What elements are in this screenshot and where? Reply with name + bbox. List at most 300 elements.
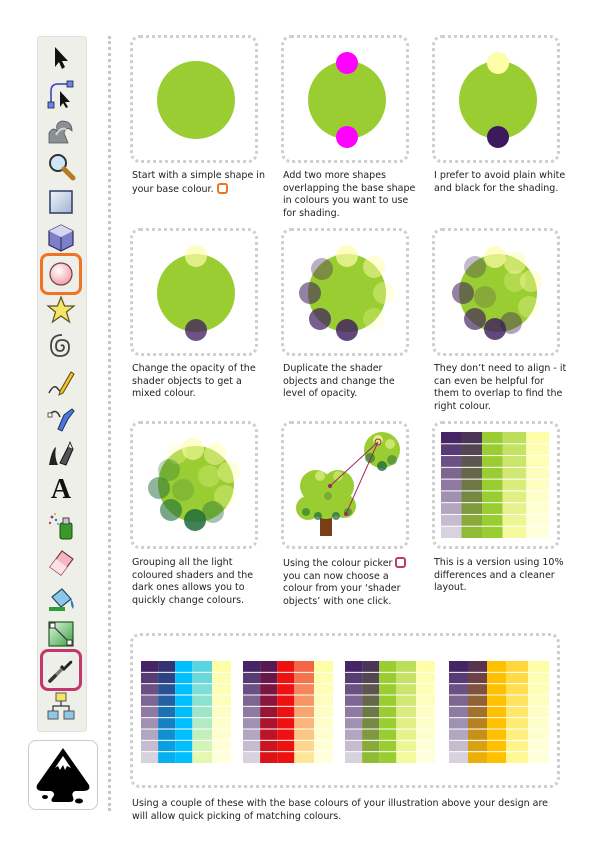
palette-0-swatch — [441, 479, 462, 491]
palette-2-swatch — [294, 740, 314, 751]
palette-4-swatch — [468, 729, 487, 740]
palette-4-swatch — [468, 684, 487, 695]
palette-4-swatch — [468, 718, 487, 729]
palette-2-swatch — [314, 729, 333, 740]
palette-1-swatch — [158, 684, 175, 695]
palette-4-swatch — [487, 695, 506, 706]
palette-0-swatch — [462, 526, 483, 538]
palette-4-swatch — [449, 684, 468, 695]
palette-0-swatch — [503, 503, 527, 515]
palette-1-swatch — [192, 695, 212, 706]
tweak-tool-icon[interactable] — [44, 113, 78, 147]
palette-1-swatch — [212, 740, 231, 751]
palette-1-swatch — [175, 706, 192, 717]
palette-3-row-divider — [345, 695, 435, 696]
palette-4-swatch — [506, 706, 528, 717]
palette-1-swatch — [158, 729, 175, 740]
step-card-3 — [432, 35, 560, 163]
palette-2-swatch — [294, 718, 314, 729]
palette-1-row-divider — [141, 729, 231, 730]
palette-2-swatch — [243, 729, 260, 740]
palette-4-swatch — [506, 718, 528, 729]
palette-3-swatch — [379, 684, 396, 695]
palette-2-swatch — [294, 661, 314, 672]
palette-0-swatch — [441, 514, 462, 526]
palette-4-swatch — [487, 661, 506, 672]
palette-0-swatch — [482, 526, 503, 538]
palette-2-swatch — [243, 661, 260, 672]
palette-2-swatch — [314, 718, 333, 729]
palette-2-swatch — [314, 740, 333, 751]
palette-4-swatch — [487, 729, 506, 740]
palette-4-row-divider — [449, 740, 549, 741]
palette-1-swatch — [158, 752, 175, 763]
palette-1-swatch — [141, 718, 158, 729]
palette-3-swatch — [345, 695, 362, 706]
palette-3-row-divider — [345, 706, 435, 707]
step-card-9 — [432, 421, 560, 549]
connector-tool-icon[interactable] — [44, 689, 78, 723]
palette-1-swatch — [175, 718, 192, 729]
step-caption-6: They don’t need to align - it can even be helpful for them to overlap to find the right colour. — [434, 363, 567, 412]
palette-3-swatch — [396, 729, 416, 740]
palette-1-swatch — [192, 729, 212, 740]
palette-2-swatch — [277, 740, 294, 751]
pencil-tool-icon[interactable] — [44, 365, 78, 399]
palette-0-swatch — [503, 491, 527, 503]
palette-4-row-divider — [449, 706, 549, 707]
palette-1-swatch — [192, 684, 212, 695]
palette-0-swatch — [526, 503, 549, 515]
palette-2-swatch — [243, 684, 260, 695]
palette-1-swatch — [141, 729, 158, 740]
footer-text: Using a couple of these with the base colours of your illustration above your design are will allow quick picking of matching colours. — [132, 798, 549, 822]
palette-0-swatch — [526, 491, 549, 503]
dropper-tool-marker — [395, 557, 406, 568]
palette-1-swatch — [175, 729, 192, 740]
palette-4-swatch — [506, 752, 528, 763]
palette-2-swatch — [243, 706, 260, 717]
palette-0-swatch — [482, 503, 503, 515]
palette-1-swatch — [175, 752, 192, 763]
palette-3-swatch — [362, 684, 379, 695]
3d-box-tool-icon[interactable] — [44, 221, 78, 255]
palette-3-swatch — [362, 695, 379, 706]
palette-4-swatch — [528, 695, 549, 706]
spiral-tool-icon[interactable] — [44, 329, 78, 363]
palette-0-swatch — [462, 467, 483, 479]
palette-0-swatch — [503, 526, 527, 538]
palette-3-row-divider — [345, 683, 435, 684]
ellipse-tool-marker — [217, 183, 228, 194]
palette-4-swatch — [506, 661, 528, 672]
palette-2-swatch — [314, 752, 333, 763]
palette-1-swatch — [141, 684, 158, 695]
palette-2-swatch — [314, 661, 333, 672]
palette-1-swatch — [192, 672, 212, 683]
palette-1-row-divider — [141, 717, 231, 718]
palette-4-swatch — [487, 672, 506, 683]
palette-4-swatch — [468, 752, 487, 763]
palette-3-swatch — [416, 695, 435, 706]
dropper-tool-highlight — [40, 649, 82, 691]
palette-1-row-divider — [141, 695, 231, 696]
palette-3-swatch — [362, 729, 379, 740]
palette-1-swatch — [175, 695, 192, 706]
selector-tool-icon[interactable] — [44, 41, 78, 75]
palette-2-swatch — [277, 752, 294, 763]
palette-4-swatch — [468, 740, 487, 751]
palette-0-swatch — [441, 444, 462, 456]
palette-1-swatch — [212, 672, 231, 683]
palette-4-swatch — [468, 695, 487, 706]
palette-2-swatch — [294, 695, 314, 706]
palette-3-swatch — [362, 718, 379, 729]
palette-0-swatch — [526, 456, 549, 468]
palette-0-swatch — [526, 514, 549, 526]
palette-0-swatch — [526, 467, 549, 479]
palette-1-row-divider — [141, 706, 231, 707]
paint-bucket-tool-icon[interactable] — [44, 581, 78, 615]
palette-2-swatch — [277, 684, 294, 695]
palette-3-swatch — [345, 740, 362, 751]
palette-0-swatch — [441, 456, 462, 468]
palette-4-swatch — [487, 752, 506, 763]
palette-1-swatch — [192, 752, 212, 763]
palette-2-swatch — [294, 672, 314, 683]
step-card-2 — [281, 35, 409, 163]
palette-2-swatch — [243, 752, 260, 763]
palette-4-swatch — [449, 729, 468, 740]
palette-3-swatch — [345, 684, 362, 695]
step-caption-7: Grouping all the light coloured shaders and the dark ones allows you to quickly change colours. — [132, 557, 254, 606]
palette-3-swatch — [379, 752, 396, 763]
palette-2-swatch — [260, 684, 277, 695]
palette-3-swatch — [396, 706, 416, 717]
palette-2-swatch — [294, 729, 314, 740]
palette-3-swatch — [345, 706, 362, 717]
palette-card — [130, 633, 560, 788]
palette-1-swatch — [158, 661, 175, 672]
palette-0-swatch — [482, 491, 503, 503]
palette-0-row-divider — [441, 526, 549, 527]
palette-4-swatch — [468, 706, 487, 717]
palette-0-swatch — [441, 432, 462, 444]
palette-4-swatch — [487, 684, 506, 695]
node-tool-icon[interactable] — [44, 77, 78, 111]
palette-0-swatch — [482, 444, 503, 456]
palette-0-swatch — [462, 456, 483, 468]
palette-3-row-divider — [345, 672, 435, 673]
palette-4-swatch — [487, 718, 506, 729]
palette-3-swatch — [396, 672, 416, 683]
palette-4-row-divider — [449, 729, 549, 730]
palette-0-swatch — [482, 432, 503, 444]
palette-2-swatch — [260, 729, 277, 740]
palette-1-swatch — [175, 740, 192, 751]
palette-2-swatch — [294, 752, 314, 763]
palette-0-swatch — [441, 491, 462, 503]
palette-4-swatch — [449, 672, 468, 683]
palette-2-swatch — [294, 684, 314, 695]
palette-0-swatch — [441, 503, 462, 515]
palette-2-swatch — [243, 740, 260, 751]
step-caption-9: This is a version using 10% differences and a cleaner layout. — [434, 557, 564, 593]
palette-3-swatch — [379, 718, 396, 729]
palette-1-swatch — [212, 684, 231, 695]
separator — [108, 36, 111, 811]
palette-3-swatch — [379, 672, 396, 683]
palette-1-swatch — [212, 729, 231, 740]
palette-0-row-divider — [441, 502, 549, 503]
palette-3-swatch — [396, 661, 416, 672]
palette-1-swatch — [192, 706, 212, 717]
palette-0-row-divider — [441, 479, 549, 480]
palette-3-swatch — [362, 740, 379, 751]
palette-0-swatch — [526, 526, 549, 538]
palette-3-swatch — [362, 752, 379, 763]
palette-0-swatch — [441, 526, 462, 538]
palette-0-swatch — [462, 491, 483, 503]
palette-0-swatch — [503, 432, 527, 444]
step-caption-4: Change the opacity of the shader objects to get a mixed colour. — [132, 363, 256, 399]
palette-1-swatch — [212, 661, 231, 672]
palette-2-swatch — [277, 661, 294, 672]
palette-0-swatch — [441, 467, 462, 479]
palette-0-row-divider — [441, 467, 549, 468]
palette-1-row-divider — [141, 672, 231, 673]
palette-3-swatch — [345, 672, 362, 683]
palette-3-swatch — [379, 740, 396, 751]
palette-1-row-divider — [141, 683, 231, 684]
palette-2-swatch — [277, 718, 294, 729]
palette-3-swatch — [416, 740, 435, 751]
step-caption-5: Duplicate the shader objects and change the level of opacity. — [283, 363, 395, 399]
palette-1-swatch — [158, 672, 175, 683]
palette-2-swatch — [260, 695, 277, 706]
palette-3-swatch — [379, 729, 396, 740]
palette-1-swatch — [212, 706, 231, 717]
palette-1-swatch — [141, 752, 158, 763]
palette-2-row-divider — [243, 717, 333, 718]
palette-2-swatch — [260, 672, 277, 683]
step-caption-2: Add two more shapes overlapping the base shape in colours you want to use for shading. — [283, 170, 416, 219]
rectangle-tool-icon[interactable] — [44, 185, 78, 219]
palette-2-swatch — [314, 684, 333, 695]
palette-3-swatch — [345, 661, 362, 672]
palette-0-swatch — [503, 456, 527, 468]
palette-3-swatch — [379, 706, 396, 717]
palette-4-swatch — [449, 718, 468, 729]
palette-0-swatch — [526, 432, 549, 444]
palette-0-swatch — [462, 514, 483, 526]
palette-3-row-divider — [345, 740, 435, 741]
palette-3-swatch — [416, 672, 435, 683]
palette-2-swatch — [243, 672, 260, 683]
palette-3-swatch — [362, 706, 379, 717]
palette-4-swatch — [506, 740, 528, 751]
palette-0-swatch — [503, 514, 527, 526]
palette-4-row-divider — [449, 695, 549, 696]
palette-1-swatch — [158, 706, 175, 717]
palette-0-row-divider — [441, 514, 549, 515]
palette-2-swatch — [260, 661, 277, 672]
palette-0-swatch — [526, 479, 549, 491]
palette-3-swatch — [396, 684, 416, 695]
palette-4-swatch — [468, 672, 487, 683]
palette-1-swatch — [141, 695, 158, 706]
palette-3-swatch — [396, 740, 416, 751]
palette-1-swatch — [212, 718, 231, 729]
palette-4-swatch — [528, 752, 549, 763]
palette-2-swatch — [277, 729, 294, 740]
palette-0-swatch — [462, 444, 483, 456]
palette-4-swatch — [449, 695, 468, 706]
palette-0-swatch — [482, 467, 503, 479]
palette-0-swatch — [462, 479, 483, 491]
palette-4-swatch — [528, 718, 549, 729]
palette-4-swatch — [506, 684, 528, 695]
palette-3-swatch — [345, 718, 362, 729]
step-card-7 — [130, 421, 258, 549]
palette-4-swatch — [449, 752, 468, 763]
palette-3-swatch — [396, 752, 416, 763]
palette-3-swatch — [416, 706, 435, 717]
zoom-tool-icon[interactable] — [44, 149, 78, 183]
palette-1-swatch — [175, 672, 192, 683]
palette-2-swatch — [260, 740, 277, 751]
palette-4-swatch — [487, 706, 506, 717]
palette-4-swatch — [468, 661, 487, 672]
palette-2-swatch — [260, 752, 277, 763]
palette-2-row-divider — [243, 695, 333, 696]
palette-0-swatch — [482, 479, 503, 491]
palette-0-row-divider — [441, 443, 549, 444]
palette-4-row-divider — [449, 751, 549, 752]
palette-1-swatch — [175, 661, 192, 672]
palette-2-swatch — [277, 695, 294, 706]
palette-3-row-divider — [345, 751, 435, 752]
gradient-tool-icon[interactable] — [44, 617, 78, 651]
step-card-5 — [281, 228, 409, 356]
palette-2-swatch — [314, 672, 333, 683]
palette-2-swatch — [260, 718, 277, 729]
step-caption-3: I prefer to avoid plain white and black for the shading. — [434, 170, 566, 194]
palette-1-swatch — [192, 740, 212, 751]
palette-2-row-divider — [243, 683, 333, 684]
palette-1-swatch — [192, 718, 212, 729]
palette-2-swatch — [277, 706, 294, 717]
star-tool-icon[interactable] — [44, 293, 78, 327]
step-card-6 — [432, 228, 560, 356]
palette-0-swatch — [482, 456, 503, 468]
palette-1-swatch — [212, 695, 231, 706]
palette-1-swatch — [141, 672, 158, 683]
text-tool-icon[interactable]: A — [50, 474, 72, 505]
palette-4-swatch — [528, 672, 549, 683]
palette-0-swatch — [503, 467, 527, 479]
palette-1-swatch — [175, 684, 192, 695]
palette-3-swatch — [396, 718, 416, 729]
eraser-tool-icon[interactable] — [44, 545, 78, 579]
palette-0-swatch — [503, 444, 527, 456]
inkscape-logo-icon — [28, 740, 98, 810]
palette-3-swatch — [379, 695, 396, 706]
palette-3-swatch — [416, 718, 435, 729]
palette-1-row-divider — [141, 740, 231, 741]
palette-4-swatch — [487, 740, 506, 751]
palette-0-swatch — [503, 479, 527, 491]
palette-1-swatch — [158, 718, 175, 729]
palette-2-row-divider — [243, 729, 333, 730]
palette-2-swatch — [314, 706, 333, 717]
palette-2-row-divider — [243, 740, 333, 741]
step-caption-1: Start with a simple shape in your base colour. — [132, 170, 265, 195]
palette-4-swatch — [528, 740, 549, 751]
palette-4-swatch — [449, 661, 468, 672]
palette-0-swatch — [482, 514, 503, 526]
palette-1-swatch — [192, 661, 212, 672]
palette-3-swatch — [416, 661, 435, 672]
palette-4-swatch — [528, 684, 549, 695]
palette-1-row-divider — [141, 751, 231, 752]
palette-3-swatch — [362, 672, 379, 683]
palette-2-swatch — [243, 695, 260, 706]
palette-2-row-divider — [243, 751, 333, 752]
palette-3-row-divider — [345, 729, 435, 730]
palette-2-swatch — [260, 706, 277, 717]
palette-4-swatch — [506, 729, 528, 740]
palette-1-swatch — [158, 695, 175, 706]
palette-2-swatch — [314, 695, 333, 706]
palette-4-swatch — [449, 740, 468, 751]
palette-1-swatch — [212, 752, 231, 763]
palette-4-swatch — [449, 706, 468, 717]
palette-4-swatch — [528, 729, 549, 740]
palette-2-row-divider — [243, 672, 333, 673]
palette-1-swatch — [141, 740, 158, 751]
palette-1-swatch — [141, 661, 158, 672]
step-card-4 — [130, 228, 258, 356]
palette-0-row-divider — [441, 455, 549, 456]
palette-4-swatch — [528, 661, 549, 672]
palette-2-swatch — [294, 706, 314, 717]
step-caption-8: Using the colour picker you can now choose a colour from your ‘shader objects’ with one click. — [283, 557, 418, 608]
palette-2-swatch — [243, 718, 260, 729]
palette-0-swatch — [462, 503, 483, 515]
palette-2-swatch — [277, 672, 294, 683]
ellipse-tool-highlight — [40, 253, 82, 295]
palette-4-row-divider — [449, 672, 549, 673]
palette-0-swatch — [526, 444, 549, 456]
palette-3-swatch — [396, 695, 416, 706]
palette-0-swatch — [462, 432, 483, 444]
palette-3-swatch — [379, 661, 396, 672]
spray-tool-icon[interactable] — [44, 509, 78, 543]
pen-tool-icon[interactable] — [44, 401, 78, 435]
palette-2-row-divider — [243, 706, 333, 707]
palette-3-swatch — [362, 661, 379, 672]
step-card-8 — [281, 421, 409, 549]
palette-4-row-divider — [449, 717, 549, 718]
palette-4-swatch — [528, 706, 549, 717]
palette-3-swatch — [416, 752, 435, 763]
calligraphy-tool-icon[interactable] — [44, 437, 78, 471]
palette-4-swatch — [506, 672, 528, 683]
step-card-1 — [130, 35, 258, 163]
palette-3-swatch — [345, 729, 362, 740]
palette-1-swatch — [158, 740, 175, 751]
